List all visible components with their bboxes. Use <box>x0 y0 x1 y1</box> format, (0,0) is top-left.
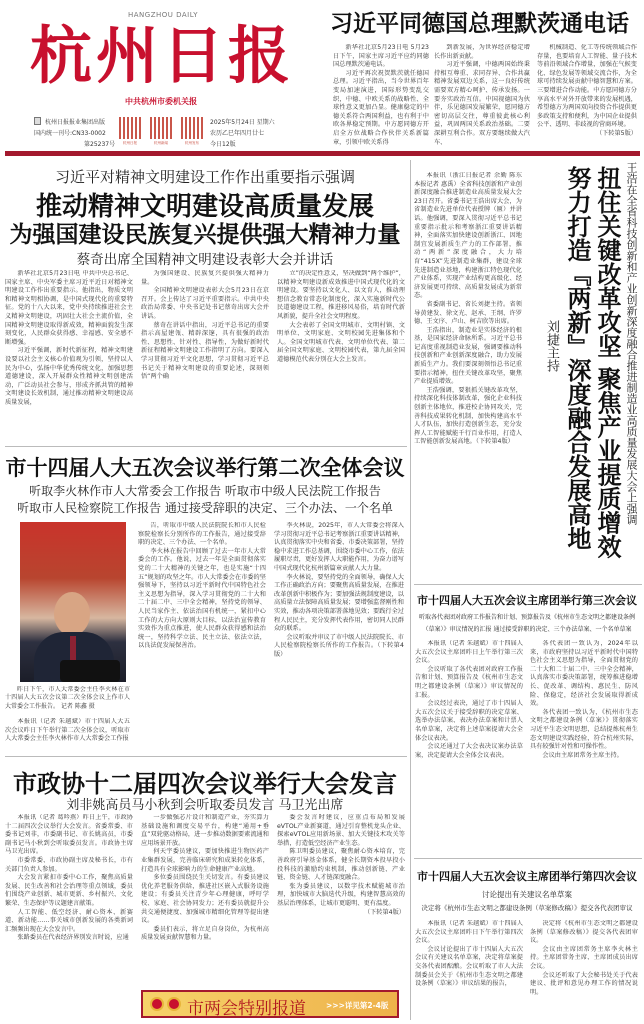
right-story-headline[interactable]: 扭住关键改革攻坚 聚焦产业提质增效 <box>593 166 621 559</box>
section-divider <box>5 446 407 447</box>
qr-label: 杭州日报 <box>123 141 137 145</box>
banner-title: 市两会特别报道 <box>187 999 306 1019</box>
newspaper-logo: 杭州日报 <box>29 19 294 92</box>
presidium4-column: 决定将《杭州市生态文明之都建设条例（草案修改稿）》提交各代表团审议。 会议由主席团常务主席李火林主持。主席团常务主席、主席团成员出席会议。 会议还听取了大会秘书处关于代表建议、批评和意见办理工作的情况说明。 <box>530 920 638 996</box>
npc-story-subheadline: 听取市人民检察院工作报告 通过接受辞职的决定、三个办法、一个名单 <box>17 501 393 515</box>
presidium3-subheadline: 听取各代表团对政府工作报告和计划、预算报告及《杭州市生态文明之都建设条例 <box>418 614 635 621</box>
qr-code[interactable] <box>119 117 141 139</box>
qr-code[interactable] <box>181 117 203 139</box>
column-divider <box>410 160 411 1020</box>
section-divider <box>414 858 642 859</box>
page-count: 今日12版 <box>210 141 236 148</box>
lunar-date: 农历乙巳年四月廿七 <box>210 130 265 137</box>
section-divider <box>5 756 407 757</box>
main-story-column: 新华社北京5月23日电 中共中央总书记、国家主席、中央军委主席习近平近日对精神文明建设工作作出重要指示。他指出，物质文明和精神文明相协调，是中国式现代化的重要特征。党的十八大以来，党中央持续推进社会主义精神文明建设，巩固壮大社会主流价值，全国精神文明建设取得新成效，精神面貌发生深刻变化，人民群众获得感、幸福感、安全感不断增强。 习近平强调，新时代新征程，精神文明建设要以社会主义核心价值观为引领，坚持以人民为中心，弘扬中华优秀传统文化，加强思想道德建设，深入开展群众性精神文明创建活动，广泛动员社会参与，形成齐抓共管的精神文明建设长效机制，通过推动精神文明建设高质量发展， <box>5 270 133 406</box>
right-story-column: 本报讯（浙江日报记者 余勤 陈东 本报记者 惠禹）全省科技创新和产业创新深度融合推进制造业高质量发展大会23日召开。省委书记王浩出席大会，为省制造业先进单位代表授牌（匾）并讲话。他强调，要深入贯彻习近平总书记重要指示批示和考察浙江重要讲话精神，全面落实加快建设创新浙江、因地制宜发展新质生产力的工作部署，推动“两新”深度融合，大力培育“415X”先进制造业集群，建设全球先进制造业基地，构建浙江特色现代化产业体系，实现产业结构更高级化、经济发展更可持续、高质量发展成为新常态。 省委副书记、省长刘捷主持。省领导黄建发、徐文光、赵承、王纲、许罗德、王文序、卢山、柯吉欣等出席。 王浩指出，制造业是实体经济的根基，是国家经济命脉所系。习近平总书记高度重视制造业发展，强调要推动科技创新和产业创新深度融合，助力发展新质生产力。我们要深刻领悟总书记重要指示精神，扭住关键改革攻坚，聚焦产业提质增效。 王浩强调，要狠抓关键改革攻坚，持续深化科技体制改革，强化企业科技创新主体地位，推进校企协同攻关，完善科技成果转化机制，加快构建高水平人才队伍，加快打造创新生态，充分发挥人工智能赋能千行百业作用，打造人工智能创新发展高地。（下转第4版） <box>414 172 522 446</box>
emblem-icon <box>167 997 181 1011</box>
npc-story-column: 告，听取市中级人民法院院长和市人民检察院检察长分别所作的工作报告，通过接受辞职的决定、三个办法、一个名单。 李火林在报告中回顾了过去一年市人大常委会的工作。他说，过去一年是全面贯彻落实党的二十大精神的关键之年，也是实施“十四五”规划的攻坚之年。市人大常委会在市委的坚强领导下，坚持以习近平新时代中国特色社会主义思想为指导，深入学习贯彻党的二十大和二十届二中、三中全会精神，坚持党的领导、人民当家作主、依法治国有机统一，紧扣中心工作的大方向大原则大目标，以法治宣传教育实效作为重点推进，使人民群众获得感和法治统一，坚持科学立法、民主立法、依法立法，以良法促发展保善治。 <box>138 522 266 650</box>
right-story-host: 刘捷主持 <box>544 320 559 372</box>
main-story-subheadline: 蔡奇出席全国精神文明建设表彰大会并讲话 <box>76 252 334 268</box>
main-story-column: 为强国建设、民族复兴提供强大精神力量。 全国精神文明建设表彰大会5月23日在京召开。会上传达了习近平重要指示。中共中央政治局常委、中央书记处书记蔡奇出席大会并讲话。 蔡奇在讲话中指出，习近平总书记的重要指示高屋建瓴、精辟深邃，具有很强的政治性、思想性、针对性、指导性，为做好新时代新征程精神文明建设工作指明了方向。要深入学习贯彻习近平文化思想，学习贯彻习近平总书记关于精神文明建设的重要论述，深刻领悟“两个确 <box>141 270 269 381</box>
issue-date: 2025年5月24日 星期六 <box>210 119 275 126</box>
microphones <box>60 660 120 682</box>
presidium3-headline[interactable]: 市十四届人大五次会议主席团举行第三次会议 <box>417 594 637 607</box>
photo-caption: 昨日下午，市人大常委会主任李火林在市十四届人大五次会议第二次全体会议上作市人大常委会工作报告。 记者 陈鑫 摄 <box>5 686 130 710</box>
section-divider <box>414 584 642 585</box>
npc-story-headline[interactable]: 市十四届人大五次会议举行第二次全体会议 <box>5 456 405 480</box>
banner-link[interactable]: >>>详见第2-4版 <box>326 1001 389 1010</box>
speaker-face <box>54 592 90 636</box>
issue-number: 第25237号 <box>84 141 116 148</box>
npc-story-lead: 本报讯（记者 朱越斌）市十四届人大五次会议昨日下午举行第二次全体会议，听取市人大常委会主任李火林作市人大常委会工作报 <box>5 718 130 743</box>
presidium4-subheadline: 讨论提出有关建议名单草案 <box>482 890 572 899</box>
publisher: 杭州日报报业集团出版 <box>45 119 106 126</box>
presidium3-subheadline: （草案）》审议情况的汇报 通过接受辞职的决定、三个办法草案、一个名单草案 <box>422 626 632 633</box>
main-story-kicker: 习近平对精神文明建设工作作出重要指示强调 <box>54 168 355 186</box>
cppcc-story-subheadline: 刘非姚高员马小秋到会听取委员发言 马卫光出席 <box>66 798 344 813</box>
npc-story-column: 李火林说，2025年，市人大常委会将深入学习贯彻习近平总书记考察浙江重要讲话精神，认真贯彻落实中央和省委、市委决策部署，坚持稳中求进工作总基调，围绕市委中心工作，依法履职尽责，更好发挥人大职能作用，为奋力谱写中国式现代化杭州新篇章贡献人大力量。 李火林说，要坚持党的全面领导，确保人大工作正确政治方向；要聚焦高质量发展，在推进改革创新中积极作为；要加强法规制度建设，以高质量立法保障高质量发展；要增强监督刚性和实效，推动各项决策部署落地见效；要践行全过程人民民主，充分发挥代表作用，密切同人民群众的联系。 会议听取并审议了市中级人民法院院长、市人民检察院检察长所作的工作报告。（下转第4版） <box>274 522 404 658</box>
main-story-column: 立”的决定性意义，坚决做到“两个维护”，以精神文明建设新成效推进中国式现代化的文明建设。要坚持以文化人、以文育人，推动理想信念教育常态化制度化，深入实施新时代公民道德建设工程，推进移风易俗，培育时代新风新貌，提升全社会文明程度。 大会表彰了全国文明城市、文明村镇、文明单位、文明家庭、文明校园先进集体和个人。全国文明城市代表、文明单位代表、第二届全国文明家庭、文明校园代表，第九届全国道德模范代表分别在大会上发言。 <box>277 270 405 363</box>
top-story-headline[interactable]: 习近平同德国总理默茨通电话 <box>330 11 629 37</box>
cppcc-story-headline[interactable]: 市政协十二届四次会议举行大会发言 <box>13 770 397 798</box>
organ-label: 中共杭州市委机关报 <box>125 97 197 106</box>
special-report-banner[interactable] <box>141 990 399 1018</box>
cppcc-story-column: 委会发言时建议，应重点布局和发展eVTOL产业新赛道，通过引育整机龙头企业、探索eVTOL应用新场景、加大关键技术攻关等举措，打造低空经济产业生态。 陈卫明委员建议，聚焦耐心资本培育，完善政府引导基金体系，健全长期资本投早投小投科技的激励约束机制，推动创新链、产业链、资金链、人才链深度融合。 张为委员建议，以数字技术赋能城市治理，加快城市大脑迭代升级，构建智慧高效的基层治理体系，让城市更聪明、更有温度。 （下转第4版） <box>277 814 405 916</box>
english-name: HANGZHOU DAILY <box>128 11 198 19</box>
feather-icon <box>34 117 41 125</box>
qr-label: 杭州新闻 <box>154 141 168 145</box>
cppcc-story-column: 一步做强芯片设计和制造产业，夯实算力基础设施和调度交易平台，构建“通用+垂直”双轮驱动格局，进一步推动数据要素流通和应用场景开放。 何天宇委员建议，要加快推进生物医药产业集群发展，完善临床研究和成果转化体系，打造具有全球影响力的生命健康产业高地。 多位委员围绕民生关切发言。有委员建议优化养老服务供给，推进社区嵌入式服务设施建设；有委员关注青少年心理健康，呼吁学校、家庭、社会协同发力；还有委员就提升公共交通便捷度、加强城市精细化管理等提出建议。 委员们表示，将立足自身岗位，为杭州高质量发展贡献智慧和力量。 <box>141 814 269 942</box>
right-story-kicker: 王浩在全省科技创新和产业创新深度融合推进制造业高质量发展大会上强调 <box>625 162 638 525</box>
npc-story-subheadline: 听取李火林作市人大常委会工作报告 听取市中级人民法院工作报告 <box>29 484 381 498</box>
right-story-headline[interactable]: 努力打造『两新』深度融合发展高地 <box>563 166 591 550</box>
cppcc-story-column: 本报讯（记者 葛吟燕）昨日上午，市政协十二届四次会议举行大会发言。省委常委、市委书记刘非，市委副书记、市长姚高员，市委副书记马小秋到会听取委员发言。市政协主席马卫光出席。 市委常委、市政协副主席及秘书长，市有关部门负责人参加。 大会发言紧扣市委中心工作，聚焦高质量发展、民生改善和社会治理等重点领域，委员们围绕产业创新、城市更新、乡村振兴、文化繁荣、生态保护等议题建言献策。 人工智能、低空经济、耐心资本、新赛道、新动能……事关城市创新发展的各类新词汇频频出现在大会发言中。 张路委员在代表经济界别发言时说，应通 <box>5 814 133 942</box>
presidium3-column: 各代表团一致认为，2024年以来，市政府坚持以习近平新时代中国特色社会主义思想为指导，全面贯彻党的二十大和二十届二中、三中全会精神，认真落实市委决策部署，统筹推进稳增长、促改革、调结构、惠民生、防风险、保稳定，经济社会发展取得新成效。 各代表团一致认为，《杭州市生态文明之都建设条例（草案）》贯彻落实习近平生态文明思想，总结提炼杭州生态文明建设实践经验，符合杭州实际，具有较强针对性和可操作性。 会议由主席团常务主席主持。 <box>530 640 638 759</box>
qr-code[interactable] <box>150 117 172 139</box>
emblem-icon <box>150 997 164 1011</box>
masthead <box>0 0 322 150</box>
top-story-column: 机械制造、化工等传统领域合作存量，也要培育人工智能、量子技术等前沿领域合作增量，加强在气候变化、绿色发展等领域交流合作，为全球可持续发展贡献中德智慧和方案。三要增进合作动能。中方愿同德方分享高水平对外开放带来的发展机遇，希望德方为两国双向投资合作提供更多政策支持和便利，为中国企业提供公平、透明、非歧视的营商环境。 （下转第5版） <box>537 44 637 137</box>
main-story-headline[interactable]: 为强国建设民族复兴提供强大精神力量 <box>9 222 401 248</box>
masthead-rule <box>5 151 640 156</box>
presidium4-column: 本报讯（记者 朱越斌）市十四届人大五次会议主席团昨日下午举行第四次会议。 会议讨论提出了市十四届人大五次会议有关建议名单草案，决定将草案提交各代表团酝酿。会议听取了市人大法制委员会关于《杭州市生态文明之都建设条例（草案）》审议结果的报告， <box>415 920 523 988</box>
main-story-headline[interactable]: 推动精神文明建设高质量发展 <box>35 192 374 222</box>
presidium4-subheadline: 决定将《杭州市生态文明之都建设条例（草案修改稿）》提交各代表团审议 <box>421 904 633 912</box>
news-photo <box>20 522 126 682</box>
top-story-column: 到新发展，为世界经济稳定增长作出新贡献。 习近平强调，中德两国始终秉持相互尊重、求同存异、合作共赢精神发展双边关系，这一良好传统需要双方精心呵护、传承发扬。一要夯实政治互信。中国视德国为伙伴，乐见德国发展繁荣，愿同德方密切高层交往，尊重彼此核心利益，巩固两国关系政治基础。二要深耕互利合作。双方要继续做大汽车、 <box>434 44 530 146</box>
top-story-column: 新华社北京5月23日电 5月23日下午，国家主席习近平应约同德国总理默茨通电话。 习近平再次祝贺默茨就任德国总理。习近平指出，当今世界百年变局加速演进，国际形势变乱交织，中德、中欧关系的战略性、全球性意义更加凸显。健康稳定的中德关系符合两国利益，也有利于中欧各界稳定预期。中方愿同德方开启全方位战略合作伙伴关系新篇章，引领中欧关系得 <box>333 44 429 146</box>
presidium3-column: 本报讯（记者 朱越斌）市十四届人大五次会议主席团昨日上午举行第三次会议。 会议听取了各代表团对政府工作报告和计划、预算报告及《杭州市生态文明之都建设条例（草案）》审议情况的汇报。 会议经过表决，通过了市十四届人大五次会议关于接受辞职的决定草案、选举办法草案、表决办法草案和计票人名单草案，决定将上述草案提请大会全体会议表决。 会议还通过了大会表决议案办法草案，决定提请大会全体会议表决。 <box>415 640 523 759</box>
qr-label: 杭州发布 <box>185 141 199 145</box>
presidium4-headline[interactable]: 市十四届人大五次会议主席团举行第四次会议 <box>417 870 637 883</box>
cn-number: 国内统一刊号:CN33-0002 <box>34 130 106 137</box>
